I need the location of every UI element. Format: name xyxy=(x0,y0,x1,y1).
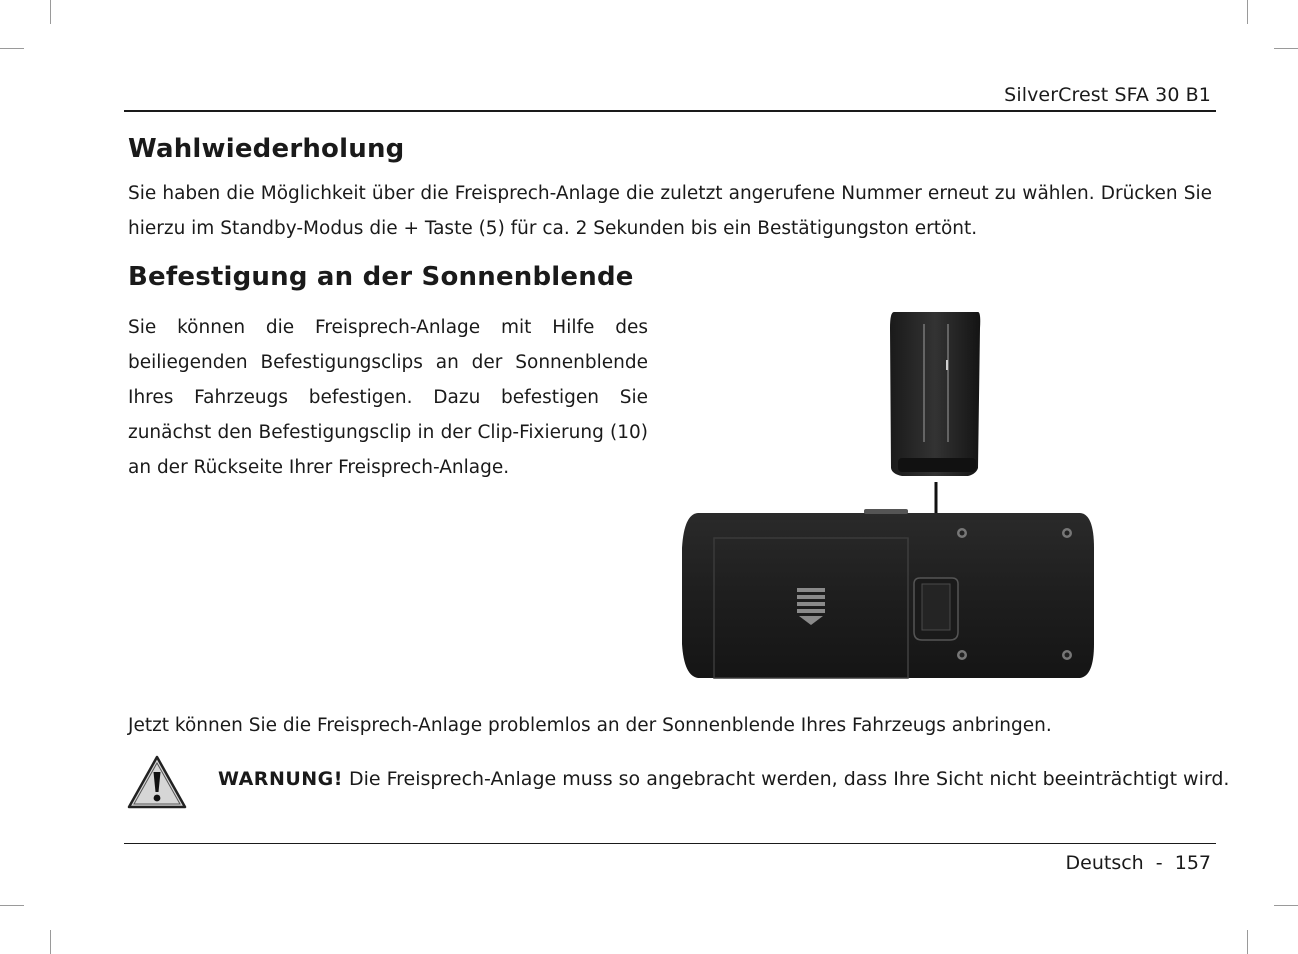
clip-mounting-illustration xyxy=(676,308,1098,682)
crop-mark xyxy=(1247,0,1248,24)
running-header: SilverCrest SFA 30 B1 xyxy=(1004,84,1211,106)
section-title-redial: Wahlwiederholung xyxy=(128,134,405,164)
crop-mark xyxy=(50,0,51,24)
clip-mounting-figure xyxy=(676,308,1098,682)
crop-mark xyxy=(50,930,51,954)
redial-paragraph: Sie haben die Möglichkeit über die Freisprech-Anlage die zuletzt angerufene Nummer erneut zu wählen. Drücken Sie hierzu im Standby-Modus die + Taste (5) für ca. 2 Sekunden bis ein Bestätigungston ertönt. xyxy=(128,183,1212,239)
belt-clip-shape xyxy=(890,312,980,476)
after-figure-paragraph: Jetzt können Sie die Freisprech-Anlage problemlos an der Sonnenblende Ihres Fahrzeugs anbringen. xyxy=(128,715,1052,736)
footer-rule xyxy=(124,843,1216,844)
crop-mark xyxy=(0,905,24,906)
section-title-mount: Befestigung an der Sonnenblende xyxy=(128,262,634,292)
warning-label: WARNUNG! xyxy=(218,768,343,790)
hands-free-device-back xyxy=(682,509,1094,678)
warning-note xyxy=(218,768,1229,790)
warning-triangle-icon xyxy=(127,755,187,809)
page-footer: Deutsch - 157 xyxy=(1065,852,1211,874)
crop-mark xyxy=(0,48,24,49)
crop-mark xyxy=(1247,930,1248,954)
crop-mark xyxy=(1274,48,1298,49)
warning-text: Die Freisprech-Anlage muss so angebracht werden, dass Ihre Sicht nicht beeinträchtigt wird. xyxy=(342,768,1230,790)
crop-mark xyxy=(1274,905,1298,906)
mount-paragraph: Sie können die Freisprech-Anlage mit Hilfe des beiliegenden Befestigungsclips an der Sonnenblende Ihres Fahrzeugs befestigen. Dazu befestigen Sie zunächst den Befestigungsclip in der Clip-Fixierung (10) an der Rückseite Ihrer Freisprech-Anlage. xyxy=(128,317,648,478)
header-rule xyxy=(124,110,1216,112)
